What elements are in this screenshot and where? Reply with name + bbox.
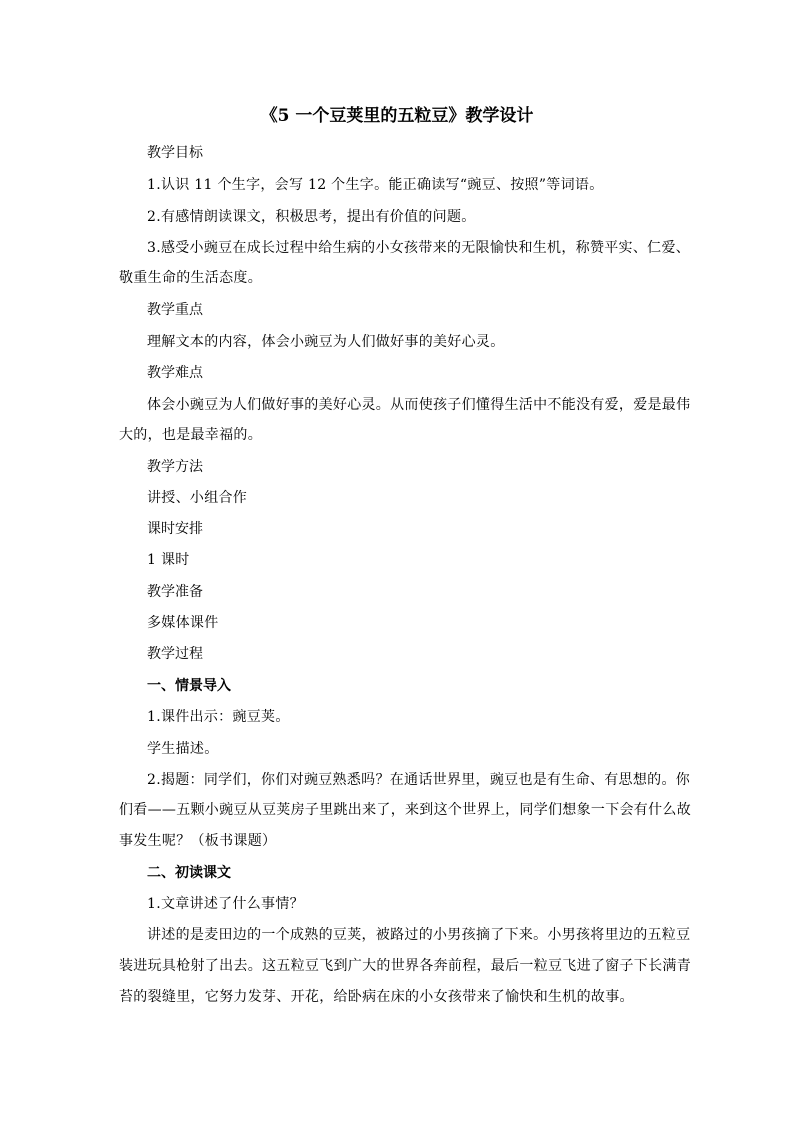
prep-text: 多媒体课件 — [147, 615, 219, 631]
focus-text: 理解文本的内容，体会小豌豆为人们做好事的美好心灵。 — [147, 334, 505, 350]
goal-1: 1.认识 11 个生字，会写 12 个生字。能正确读写“豌豆、按照”等词语。 — [147, 177, 604, 193]
section-1-item-2-line-3: 事发生呢？（板书课题） — [119, 833, 277, 849]
focus-heading: 教学重点 — [147, 302, 203, 318]
section-2-answer-line-3: 苔的裂缝里，它努力发芽、开花，给卧病在床的小女孩带来了愉快和生机的故事。 — [119, 989, 634, 1005]
goal-3-line-1: 3.感受小豌豆在成长过程中给生病的小女孩带来的无限愉快和生机，称赞平实、仁爱、 — [147, 240, 691, 256]
section-1-item-2-line-1: 2.揭题：同学们，你们对豌豆熟悉吗？在通话世界里，豌豆也是有生命、有思想的。你 — [147, 772, 691, 788]
schedule-heading: 课时安排 — [147, 521, 203, 537]
section-2-item-1: 1.文章讲述了什么事情？ — [147, 896, 304, 912]
section-2-answer-line-2: 装进玩具枪射了出去。这五粒豆飞到广大的世界各奔前程，最后一粒豆飞进了窗子下长满青 — [119, 958, 691, 974]
goals-heading: 教学目标 — [147, 145, 203, 161]
goal-2: 2.有感情朗读课文，积极思考，提出有价值的问题。 — [147, 209, 476, 225]
section-2-answer-line-1: 讲述的是麦田边的一个成熟的豆荚，被路过的小男孩摘了下来。小男孩将里边的五粒豆 — [147, 927, 691, 943]
prep-heading: 教学准备 — [147, 584, 203, 600]
method-text: 讲授、小组合作 — [147, 490, 248, 506]
section-1-heading: 一、情景导入 — [147, 678, 231, 694]
difficulty-line-2: 大的，也是最幸福的。 — [119, 427, 262, 443]
goal-3-line-2: 敬重生命的生活态度。 — [119, 270, 262, 286]
section-2-heading: 二、初读课文 — [147, 865, 231, 881]
method-heading: 教学方法 — [147, 459, 203, 475]
section-1-item-2-line-2: 们看——五颗小豌豆从豆荚房子里跳出来了，来到这个世界上，同学们想象一下会有什么故 — [119, 802, 691, 818]
section-1-item-1: 1.课件出示：豌豆荚。 — [147, 709, 290, 725]
document-title: 《5 一个豆荚里的五粒豆》教学设计 — [260, 106, 534, 126]
difficulty-heading: 教学难点 — [147, 365, 203, 381]
process-heading: 教学过程 — [147, 646, 203, 662]
section-1-item-1-note: 学生描述。 — [147, 741, 219, 757]
schedule-text: 1 课时 — [147, 552, 190, 568]
difficulty-line-1: 体会小豌豆为人们做好事的美好心灵。从而使孩子们懂得生活中不能没有爱，爱是最伟 — [147, 397, 691, 413]
